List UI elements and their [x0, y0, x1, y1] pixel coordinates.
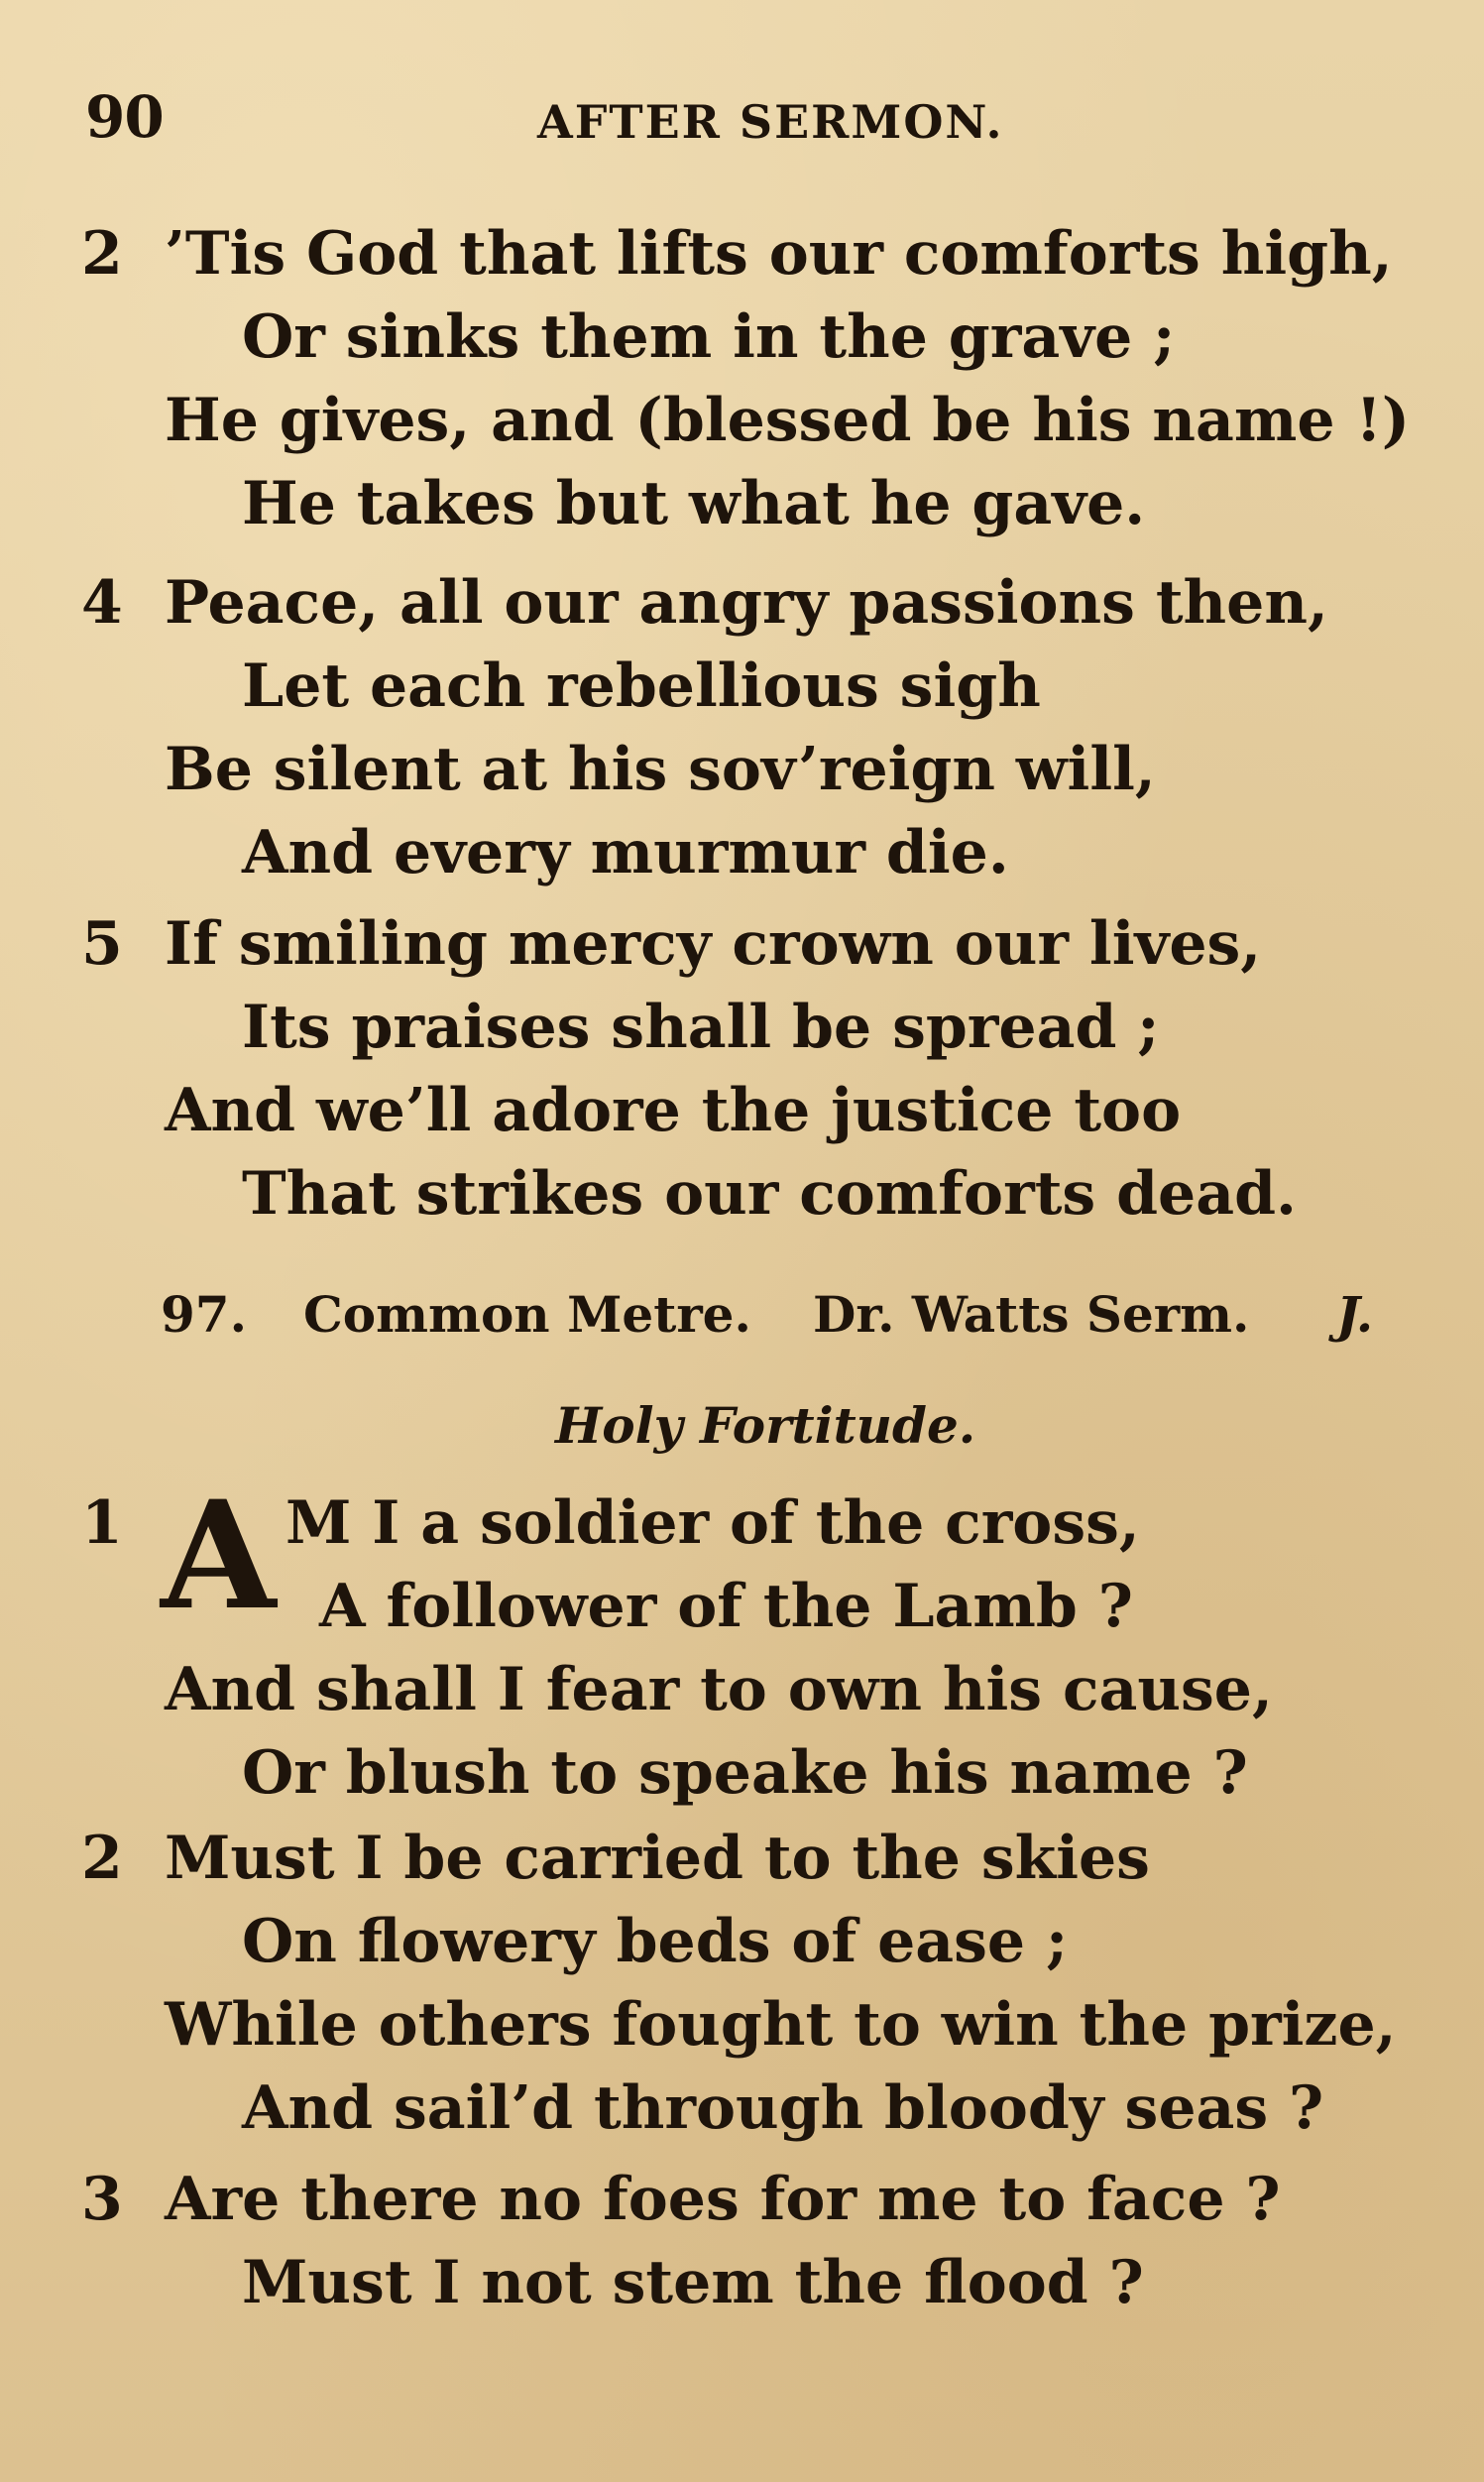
verse-line: Let each rebellious sigh — [242, 651, 1041, 721]
verse-line: On flowery beds of ease ; — [242, 1907, 1069, 1976]
verse-line: If smiling mercy crown our lives, — [165, 909, 1262, 979]
page-number: 90 — [85, 83, 164, 151]
stanza-number: 1 — [81, 1488, 123, 1558]
verse-line: That strikes our comforts dead. — [242, 1159, 1297, 1229]
drop-cap: A — [161, 1469, 277, 1643]
verse-line: He gives, and (blessed be his name !) — [165, 386, 1411, 455]
verse-line: Must I be carried to the skies — [165, 1824, 1150, 1893]
hymn-number: 97. — [161, 1285, 247, 1344]
verse-line: He takes but what he gave. — [242, 469, 1146, 538]
verse-line: And shall I fear to own his cause, — [165, 1655, 1273, 1724]
verse-line: And every murmur die. — [242, 818, 1009, 887]
verse-line: And sail’d through bloody seas ? — [242, 2073, 1324, 2143]
stanza-number: 2 — [81, 1824, 123, 1893]
stanza-number: 3 — [81, 2165, 123, 2234]
verse-line: Peace, all our angry passions then, — [165, 568, 1328, 638]
hymn-heading — [161, 1285, 1400, 1355]
page-header — [85, 83, 1374, 153]
verse-line: Must I not stem the flood ? — [242, 2248, 1144, 2317]
hymn-mark: J. — [1336, 1285, 1374, 1344]
verse-line: A follower of the Lamb ? — [319, 1572, 1133, 1641]
verse-line: ’Tis God that lifts our comforts high, — [165, 219, 1393, 289]
verse-line: While others fought to win the prize, — [165, 1990, 1397, 2060]
verse-line: M I a soldier of the cross, — [285, 1488, 1140, 1558]
verse-line: Be silent at his sov’reign will, — [165, 735, 1156, 804]
verse-line: Or blush to speake his name ? — [242, 1738, 1248, 1808]
hymn-source: Dr. Watts Serm. — [813, 1285, 1250, 1344]
stanza-number: 4 — [81, 568, 123, 638]
running-head: AFTER SERMON. — [537, 95, 1004, 149]
verse-line: And we’ll adore the justice too — [165, 1076, 1182, 1145]
verse-line: Are there no foes for me to face ? — [165, 2165, 1281, 2234]
verse-line: Its praises shall be spread ; — [242, 993, 1160, 1062]
stanza-number: 2 — [81, 219, 123, 289]
verse-line: Or sinks them in the grave ; — [242, 302, 1176, 372]
hymn-title: Holy Fortitude. — [555, 1396, 976, 1455]
stanza-number: 5 — [81, 909, 123, 979]
hymn-metre: Common Metre. — [303, 1285, 751, 1344]
